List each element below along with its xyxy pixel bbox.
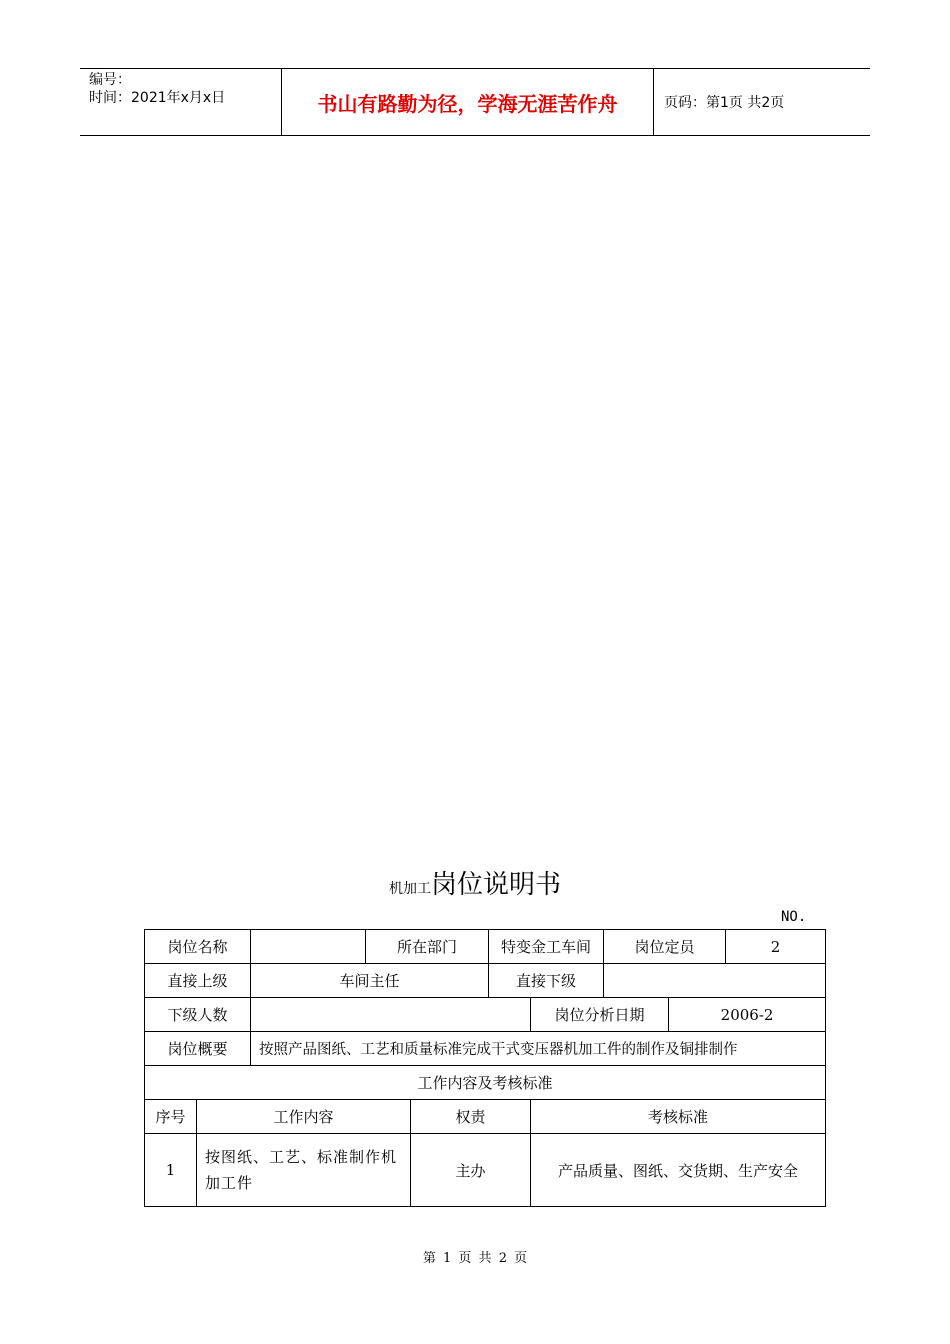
document-title (0, 864, 950, 901)
page-footer: 第 1 页 共 2 页 (422, 1251, 528, 1266)
subordinate-label: 直接下级 (489, 964, 604, 998)
supervisor-label: 直接上级 (145, 964, 251, 998)
section-title: 工作内容及考核标准 (145, 1066, 826, 1100)
table-row (145, 1134, 826, 1207)
title-prefix: 机加工 (388, 881, 431, 897)
table-row (145, 1066, 826, 1100)
subordinate-value (604, 964, 826, 998)
table-row (145, 964, 826, 998)
document-number-label: 编号： (89, 72, 131, 88)
column-header-responsibility: 权责 (411, 1100, 531, 1134)
table-row (145, 930, 826, 964)
row-content: 按图纸、工艺、标准制作机加工件 (197, 1134, 411, 1207)
header-page-info: 页码：第1页 共2页 (664, 95, 785, 111)
summary-value: 按照产品图纸、工艺和质量标准完成干式变压器机加工件的制作及铜排制作 (251, 1032, 826, 1066)
row-standard: 产品质量、图纸、交货期、生产安全 (531, 1134, 826, 1207)
position-name-value (251, 930, 366, 964)
headcount-label: 岗位定员 (604, 930, 726, 964)
page-header (80, 68, 870, 136)
table-row (145, 998, 826, 1032)
subordinate-count-label: 下级人数 (145, 998, 251, 1032)
subordinate-count-value (251, 998, 531, 1032)
header-meta (80, 69, 281, 135)
table-row (145, 1032, 826, 1066)
header-slogan: 书山有路勤为径，学海无涯苦作舟 (281, 69, 654, 135)
document-time-label: 时间：2021年x月x日 (89, 90, 226, 106)
row-no: 1 (145, 1134, 197, 1207)
table-header-row (145, 1100, 826, 1134)
document-no-label: NO. (781, 909, 807, 925)
column-header-no: 序号 (145, 1100, 197, 1134)
supervisor-value: 车间主任 (251, 964, 489, 998)
row-responsibility: 主办 (411, 1134, 531, 1207)
job-description-table (144, 929, 826, 1207)
column-header-standard: 考核标准 (531, 1100, 826, 1134)
summary-label: 岗位概要 (145, 1032, 251, 1066)
department-label: 所在部门 (366, 930, 489, 964)
title-main: 岗位说明书 (430, 870, 561, 900)
position-name-label: 岗位名称 (145, 930, 251, 964)
headcount-value: 2 (726, 930, 826, 964)
column-header-content: 工作内容 (197, 1100, 411, 1134)
analysis-date-label: 岗位分析日期 (531, 998, 669, 1032)
analysis-date-value: 2006-2 (669, 998, 826, 1032)
department-value: 特变金工车间 (489, 930, 604, 964)
